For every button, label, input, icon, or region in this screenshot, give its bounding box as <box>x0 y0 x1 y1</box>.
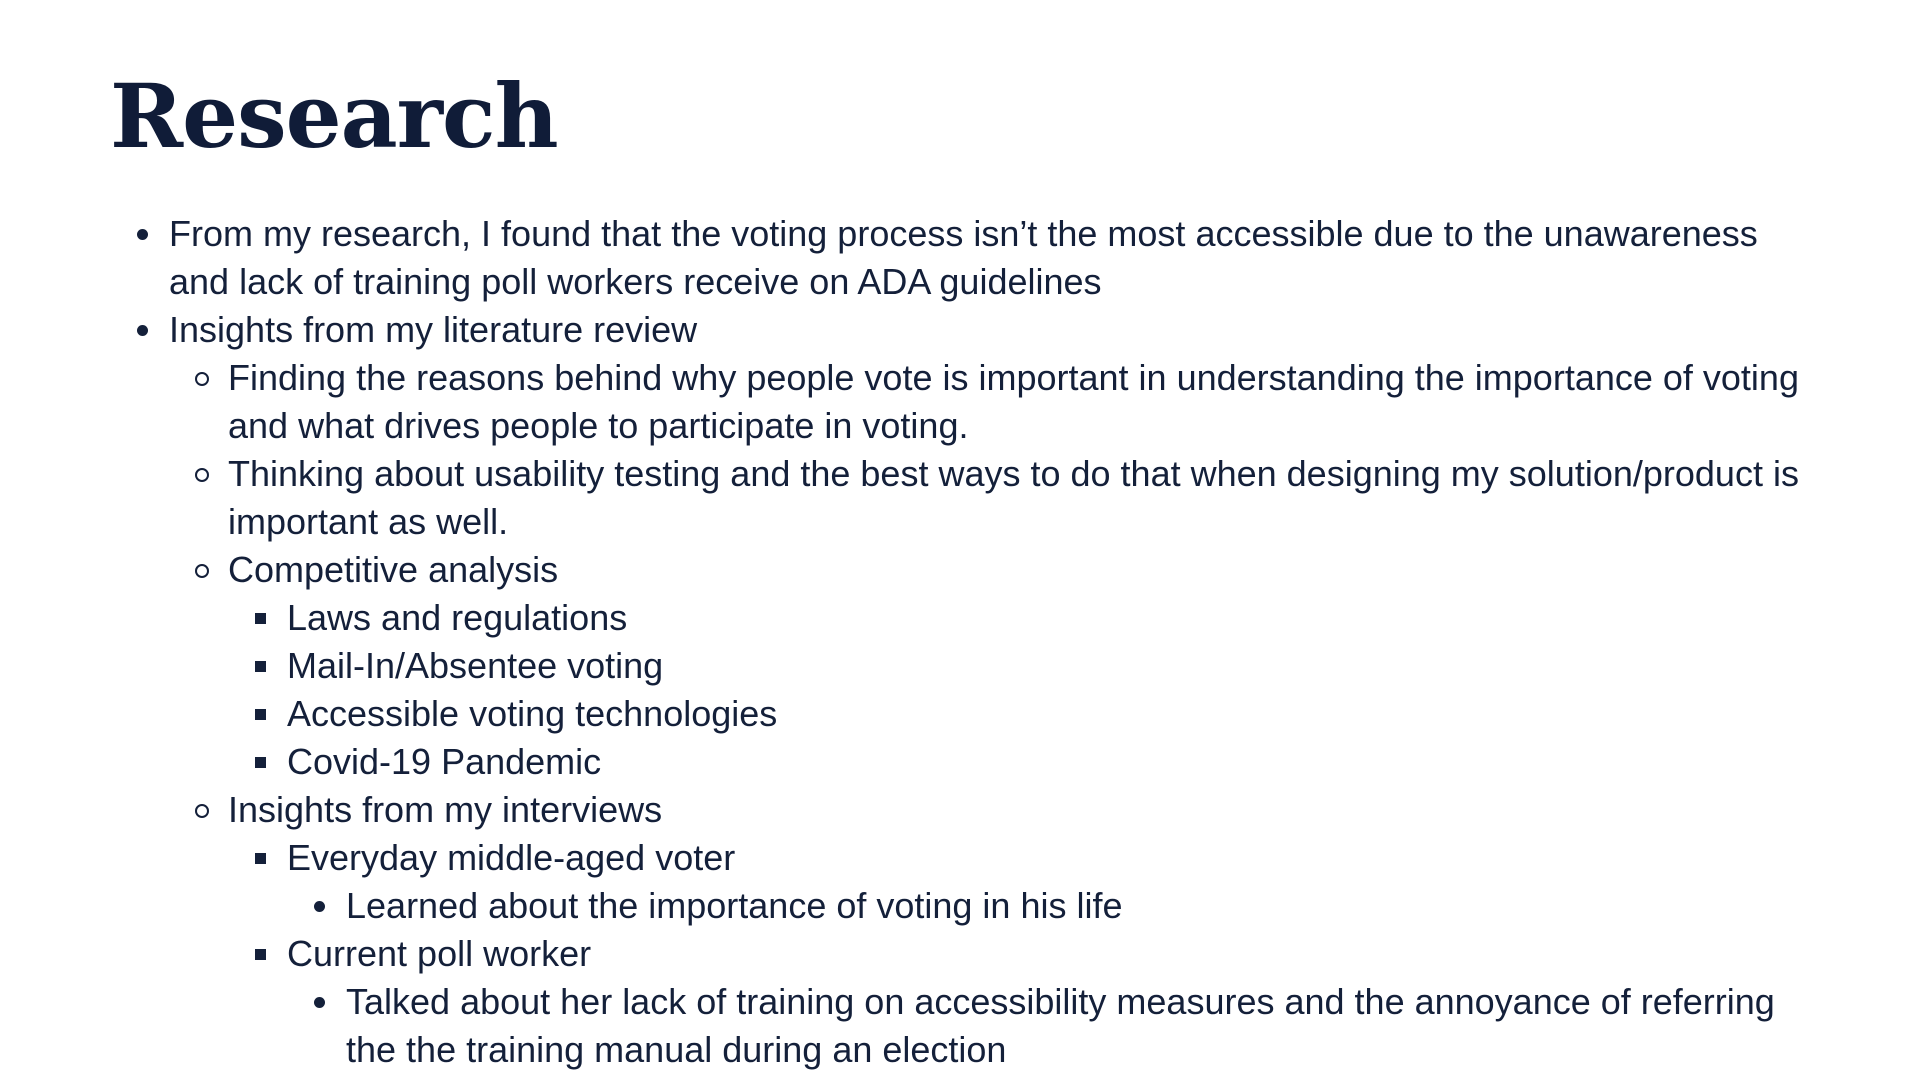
bullet-text: Insights from my interviews <box>228 789 663 831</box>
bullet-item <box>110 210 1810 306</box>
bullet-text: Mail-In/Absentee voting <box>287 645 664 687</box>
sub-sub-bullet-item <box>228 738 1810 786</box>
bullet-item <box>110 306 1810 1074</box>
sub-sub-bullet-item <box>228 930 1810 1074</box>
sub-bullet-item <box>169 354 1810 450</box>
bullet-text: Finding the reasons behind why people vote is important in understanding the importance of voting and what drives people to participate in voting. <box>228 357 1799 447</box>
bullet-text: Learned about the importance of voting in his life <box>346 885 1123 927</box>
bullet-list <box>110 210 1810 1074</box>
level4-bullet-list <box>287 978 1810 1074</box>
level4-bullet-item <box>287 882 1810 930</box>
sub-sub-bullet-item <box>228 834 1810 930</box>
sub-sub-bullet-item <box>228 690 1810 738</box>
bullet-text: Current poll worker <box>287 933 592 975</box>
sub-bullet-item <box>169 546 1810 786</box>
bullet-text: From my research, I found that the voting process isn’t the most accessible due to the unawareness and lack of training poll workers receive on ADA guidelines <box>169 213 1758 303</box>
level4-bullet-item <box>287 978 1810 1074</box>
bullet-text: Laws and regulations <box>287 597 628 639</box>
slide-title: Research <box>110 64 558 168</box>
sub-sub-bullet-item <box>228 594 1810 642</box>
sub-bullet-item <box>169 786 1810 1074</box>
sub-sub-bullet-item <box>228 642 1810 690</box>
bullet-text: Everyday middle-aged voter <box>287 837 736 879</box>
sub-sub-bullet-list <box>228 834 1810 1074</box>
bullet-text: Insights from my literature review <box>169 309 698 351</box>
bullet-text: Accessible voting technologies <box>287 693 778 735</box>
bullet-text: Talked about her lack of training on accessibility measures and the annoyance of referring the the training manual during an election <box>346 981 1775 1071</box>
sub-sub-bullet-list <box>228 594 1810 786</box>
bullet-text: Thinking about usability testing and the best ways to do that when designing my solution/product is important as well. <box>228 453 1799 543</box>
sub-bullet-item <box>169 450 1810 546</box>
level4-bullet-list <box>287 882 1810 930</box>
bullet-text: Competitive analysis <box>228 549 559 591</box>
bullet-text: Covid-19 Pandemic <box>287 741 602 783</box>
sub-bullet-list <box>169 354 1810 1074</box>
bullet-content <box>110 210 1810 1074</box>
